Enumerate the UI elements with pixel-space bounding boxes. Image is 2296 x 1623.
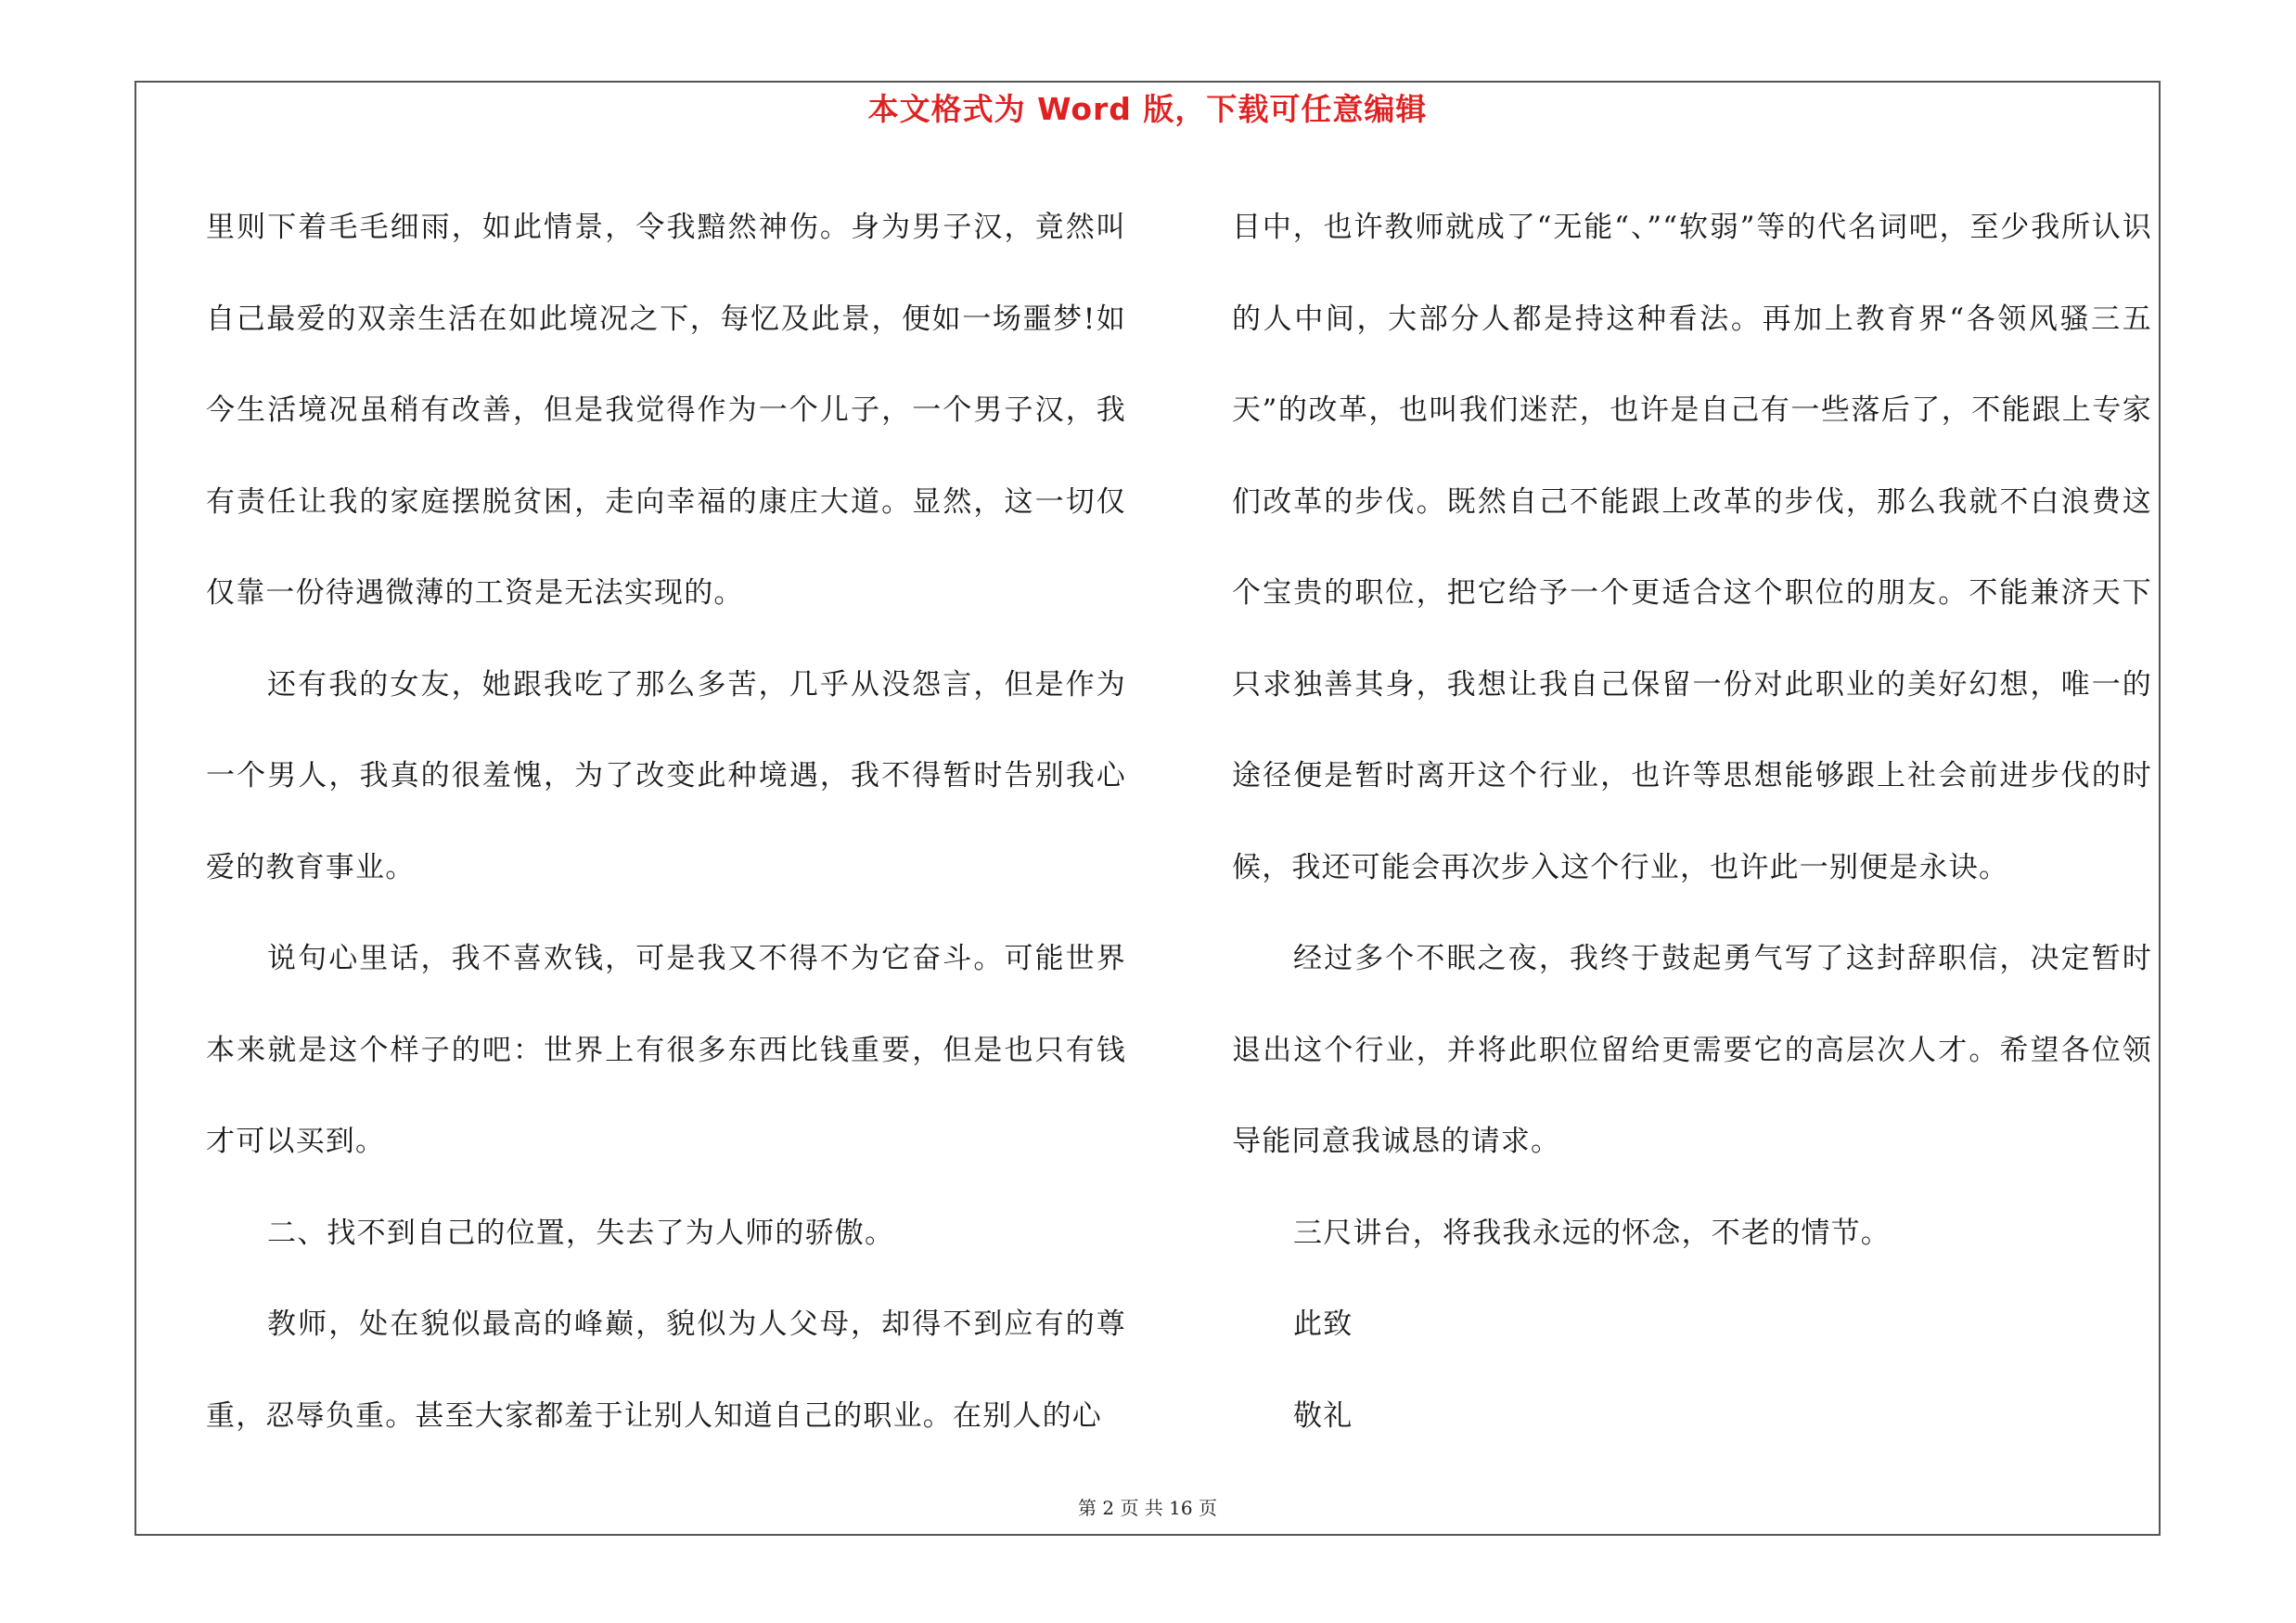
closing-salutation: 此致 <box>1293 1307 1353 1341</box>
paragraph: 经过多个不眠之夜，我终于鼓起勇气写了这封辞职信，决定暂时退出这个行业，并将此职位留给更需要它的高层次人才。希望各位领导能同意我诚恳的请求。 <box>1232 942 2152 1158</box>
page-number-footer: 第 2 页 共 16 页 <box>1078 1497 1217 1519</box>
left-text-column <box>206 182 1126 1462</box>
paragraph: 三尺讲台，将我我永远的怀念，不老的情节。 <box>1293 1216 1891 1250</box>
paragraph: 教师，处在貌似最高的峰巅，貌似为人父母，却得不到应有的尊重，忍辱负重。甚至大家都羞于让别人知道自己的职业。在别人的心 <box>206 1307 1126 1433</box>
right-text-column <box>1232 182 2152 1462</box>
paragraph: 还有我的女友，她跟我吃了那么多苦，几乎从没怨言，但是作为一个男人，我真的很羞愧，为了改变此种境遇，我不得暂时告别我心爱的教育事业。 <box>206 667 1126 884</box>
word-format-banner: 本文格式为 Word 版，下载可任意编辑 <box>867 91 1428 127</box>
paragraph: 说句心里话，我不喜欢钱，可是我又不得不为它奋斗。可能世界本来就是这个样子的吧：世界上有很多东西比钱重要，但是也只有钱才可以买到。 <box>206 942 1126 1158</box>
closing-regards: 敬礼 <box>1293 1398 1353 1433</box>
section-heading: 二、找不到自己的位置，失去了为人师的骄傲。 <box>267 1216 895 1250</box>
paragraph-continued: 目中，也许教师就成了“无能“、”“软弱”等的代名词吧，至少我所认识的人中间，大部分人都是持这种看法。再加上教育界“各领风骚三五天”的改革，也叫我们迷茫，也许是自己有一些落后了，不能跟上专家们改革的步伐。既然自己不能跟上改革的步伐，那么我就不白浪费这个宝贵的职位，把它给予一个更适合这个职位的朋友。不能兼济天下只求独善其身，我想让我自己保留一份对此职业的美好幻想，唯一的途径便是暂时离开这个行业，也许等思想能够跟上社会前进步伐的时候，我还可能会再次步入这个行业，也许此一别便是永诀。 <box>1232 211 2152 884</box>
paragraph-continued: 里则下着毛毛细雨，如此情景，令我黯然神伤。身为男子汉，竟然叫自己最爱的双亲生活在如此境况之下，每忆及此景，便如一场噩梦!如今生活境况虽稍有改善，但是我觉得作为一个儿子，一个男子汉，我有责任让我的家庭摆脱贫困，走向幸福的康庄大道。显然，这一切仅仅靠一份待遇微薄的工资是无法实现的。 <box>206 211 1126 610</box>
